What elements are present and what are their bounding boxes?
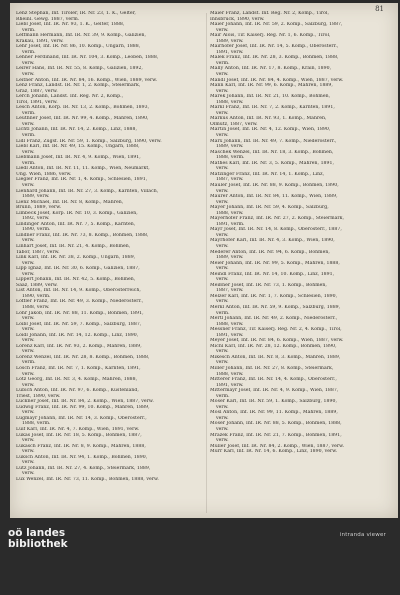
library-logo[interactable] [8,528,98,558]
register-line: Meyer Josef, Inf. IR. Nr. 84, 6. Komp., Wien, 1887, verw. [210,338,344,344]
register-line: Miller Johann, Inf. IR. Nr. 27, 8. Komp., Steiermark, [210,366,334,371]
register-line: verw. [216,232,229,238]
register-line: Liebl Josef, Inf. IR. Nr. 93, 1. K., Gelter, 1888, [16,22,125,28]
register-line: Lenz Stephan, Inf. Tiroler, IR. Nr. 23, 1. K., Gelter, [16,11,136,16]
register-line: Mitterer Franz, Inf. IR. Nr. 14, 4. Komp., Oberösterr., [210,377,337,383]
register-line: Mittermayr Josef, Inf. IR. Nr. 4, 9. Komp., Wien, 1887, [210,388,339,394]
logo-text-2: bibliothek [8,538,68,550]
register-line: Lipp Ignaz, Inf. IR. Nr. 30, 6. Komp., Galizien, 1887, [16,266,140,272]
register-line: verw. [216,299,229,305]
register-line: Michl Karl, Inf. IR. Nr. 28, 12. Komp., Böhmen, 1890, [210,343,337,349]
register-line: Lehr Josef, Inf. IR. Nr. 86, 10. Komp., Ungarn, 1888, [16,44,141,50]
register-line: Lotz Georg, Inf. IR. Nr. 3, 4. Komp., Mähren, 1888, [16,377,138,383]
register-line: Limbeck Josef, Korp. IR. Nr. 10, 3. Komp., Galizien, [16,210,138,216]
register-line: Lohr Jakob, Inf. IR. Nr. 88, 11. Komp., Böhmen, 1891, [16,310,144,316]
register-line: Innsbruck, 1890, verw. [210,16,265,22]
register-line: Triest, 1890, verw. [16,393,61,399]
column-divider [206,13,207,513]
register-line: Merkl Anton, Inf. IR. Nr. 59, 9. Komp., Salzburg, 1889, [210,304,341,310]
register-line: verw. [22,371,35,377]
register-line: 1887, verw. [216,177,244,183]
register-line: Löffler Franz, Inf. IR. Nr. 49, 3. Komp., Niederösterr., [16,299,144,305]
register-line: Leuthner Josef, Inf. IR. Nr. 99, 4. Komp., Mähren, 1890, [16,116,149,122]
register-line: Mrazek Franz, Inf. IR. Nr. 21, 7. Komp., Böhmen, 1891, [210,432,342,438]
register-line: Lux Wenzel, Inf. IR. Nr. 73, 11. Komp., Böhmen, 1888, verw. [16,476,159,482]
page-number: 81 [375,5,384,13]
register-line: verw. [22,410,35,416]
register-line: verw. [22,382,35,388]
register-line: 1891, verw. [216,382,244,388]
right-column [210,11,390,516]
register-line: Moser Johann, Inf. IR. Nr. 88, 5. Komp., Böhmen, 1888, [210,421,342,427]
register-line: Mandl Josef, Inf. IR. Nr. 84, 4. Komp., Wien, 1887, verw. [210,77,344,83]
register-line: Lukas Josef, Inf. IR. Nr. 18, 5. Komp., Böhmen, 1887, [16,432,142,438]
register-line: verm. [22,360,36,366]
register-line: 1888, verw. [216,210,244,216]
register-line: verw. [22,72,35,78]
register-line: verw. [216,110,229,116]
register-line: verw. [22,327,35,333]
register-line: verw. [22,338,35,344]
register-line: Lippert Johann, Inf. IR. Nr. 42, 5. Komp., Böhmen, [16,277,136,283]
register-line: Mederer Anton, Inf. IR. Nr. 94, 6. Komp., Böhmen, [210,249,330,255]
register-line: verw. [22,182,35,188]
register-line: Loibl Josef, Inf. IR. Nr. 59, 7. Komp., Salzburg, 1887, [16,321,142,327]
register-line: Maurer Anton, Inf. IR. Nr. 84, 11. Komp., Wien, 1889, [210,194,338,200]
register-line: 1887, verw. [216,288,244,294]
register-line: Markl Franz, Inf. IR. Nr. 7, 2. Komp., Kärnten, 1891, [210,105,335,111]
logo-line-2 [8,539,98,550]
register-line: Olmütz, 1887, verw. [210,121,258,127]
register-line: Luckner Josef, Inf. IR. Nr. 84, 2. Komp., Wien, 1887, verw. [16,399,154,405]
register-line: verw. [216,188,229,194]
register-line: Ung. Wien, 1886, verw. [16,171,72,177]
register-line: Meindl Franz, Inf. IR. Nr. 14, 10. Komp., Linz, 1891, [210,271,335,277]
register-line: Tabor, 1887, verw. [16,249,60,255]
register-line: Liebmann Josef, Inf. IR. Nr. 4, 9. Komp., Wien, 1891, [16,155,141,161]
register-line: Link Karl, Inf. IR. Nr. 38, 2. Komp., Ungarn, 1889, [16,255,136,261]
register-line: Mertl Johann, Inf. IR. Nr. 49, 2. Komp., Niederösterr., [210,316,338,322]
register-line: verw. [22,349,35,355]
register-line: Meißner Josef, Inf. IR. Nr. 73, 1. Komp., Böhmen, [210,282,327,288]
register-line: verw. [216,88,229,94]
register-line: 1889, verw. [216,38,244,44]
register-line: Luif Karl, Inf. IR. Nr. 4, 7. Komp., Wien, 1891, verw. [16,427,140,433]
register-line: verw. [22,460,35,466]
register-line: Marx Johann, Inf. IR. Nr. 49, 7. Komp., Niederösterr., [210,138,337,144]
register-line: Mair Alois, Tir. Kaiserj. Reg. Nr. 1, 6. Komp., Tirol, [210,33,331,39]
logo-text-1: oö landes [8,527,66,539]
register-line: 1890, verm. [22,227,51,233]
register-line: Lindner Franz, Inf. IR. Nr. 73, 8. Komp., Böhmen, 1888, [16,232,149,238]
register-line: Lubich Anton, Inf. IR. Nr. 97, 6. Komp., Küstenland, [16,388,139,394]
register-line: verw. [216,427,229,433]
register-line: Leitner Anton, Inf. IR. Nr. 84, 16. Komp., Wien, 1889, verw. [16,77,158,83]
register-line: Lidl Franz, Zugsf. IR. Nr. 59, 1. Komp., Salzburg, 1890, verw. [16,138,162,144]
register-line: verm. [22,110,36,116]
register-line: 1888, verw. [216,371,244,377]
register-line: Markus Anton, Inf. IR. Nr. 93, 1. Komp., Mähren, [210,116,327,122]
register-line: verw. [216,266,229,272]
register-line: 1891, verm. [216,221,245,227]
register-line: Mauler Josef, Inf. IR. Nr. 88, 9. Komp., Böhmen, 1890, [210,182,339,188]
register-line: Brünn, 1889, verw. [16,205,62,211]
register-line: verw. [22,121,35,127]
register-line: verw. [216,349,229,355]
viewer-footer [0,520,400,595]
register-line: Meier Johann, Inf. IR. Nr. 99, 5. Komp., Mähren, 1888, [210,260,340,266]
register-line: Melzer Karl, Inf. IR. Nr. 1, 7. Komp., Schlesien, 1890, [210,293,338,299]
register-line: verw. [216,133,229,139]
register-line: 1890, verm. [22,293,51,299]
register-line: verw. [216,277,229,283]
register-line: Mayrhofer Karl, Inf. IR. Nr. 4, 3. Komp., Wien, 1890, [210,238,335,244]
register-line: verm. [216,310,230,316]
register-line: Malek Franz, Inf. IR. Nr. 28, 3. Komp., Böhmen, 1888, [210,55,339,61]
register-line: Lenz Franz, Landst. IR. Nr. 1, 2. Komp., Steiermark, [16,83,141,89]
register-line: verm. [22,49,36,55]
register-line: verw. [216,438,229,444]
register-line: verw. [216,166,229,172]
register-line: Luksch Anton, Inf. IR. Nr. 94, 1. Komp., Böhmen, 1890, [16,454,148,460]
register-line: 1888, verw. [216,99,244,105]
register-line: verm. [22,160,36,166]
register-line: Lutz Johann, Inf. IR. Nr. 27, 4. Komp., Steiermark, 1889, [16,465,151,471]
register-line: verw. [216,360,229,366]
register-line: Lesch Anton, Korp. IR. Nr. 13, 2. Komp., Böhmen, 1893, [16,105,150,111]
register-line: verw. [216,27,229,33]
register-line: Graz, 1887, verw. [16,88,58,94]
register-line: Mikesch Anton, Inf. IR. Nr. 8, 3. Komp., Mähren, 1889, [210,354,341,360]
register-line: Martin Josef, Inf. IR. Nr. 4, 12. Komp., Wien, 1890, [210,127,331,133]
register-line: 1888, verw. [216,321,244,327]
register-line: Krakau, 1891, verw. [16,38,64,44]
register-line: Mann Karl, Inf. IR. Nr. 99, 6. Komp., Mähren, 1889, [210,83,333,89]
register-line: Mayer Johann, Inf. IR. Nr. 59, 4. Komp., Salzburg, [210,205,329,211]
register-line: Matzinger Franz, Inf. IR. Nr. 14, 1. Komp., Linz, [210,171,325,177]
register-line: verm. [216,393,230,399]
register-line: verw. [216,199,229,205]
register-line: Mayr Josef, Inf. IR. Nr. 14, 8. Komp., Oberösterr., 1887, [210,227,342,233]
register-line: Müller Josef, Inf. IR. Nr. 84, 2. Komp., Wien, 1887, verw. [210,443,345,449]
register-line: Mösl Anton, Inf. IR. Nr. 99, 11. Komp., Mähren, 1889, [210,410,338,416]
register-line: 1892, verw. [22,216,50,222]
register-line: Lehner Ferdinand, Inf. IR. Nr. 104, 3. Komp., Leoben, 1888, [16,55,159,61]
register-line: List Anton, Inf. IR. Nr. 14, 9. Komp., Oberösterreich, [16,288,141,294]
register-line: 1891, verw. [216,332,244,338]
register-line: verw. [22,149,35,155]
register-line: Lorenz Wenzel, Inf. IR. Nr. 28, 8. Komp., Böhmen, 1888, [16,354,150,360]
register-line: verm. [22,133,36,139]
register-line: Maier Franz, Landst. Inf. Reg. Nr. 2, Komp., Tirol, [210,11,329,16]
register-line: Mathes Karl, Inf. IR. Nr. 3, 5. Komp., Mähren, 1891, [210,160,334,166]
register-line: Lienz Michael, Inf. IR. Nr. 8, Komp., Mähren, [16,199,124,205]
register-line: verw. [22,471,35,477]
register-line: Rheinl. Gewg. 1887, verm. [16,16,80,22]
register-line: Mayerhofer Franz, Inf. IR. Nr. 27, 2. Komp., Steiermark, [210,216,345,222]
register-line: 1888, verm. [216,155,245,161]
register-line: Linhart Josef, Inf. IR. Nr. 21, 4. Komp., Böhmen, [16,243,131,249]
register-line: Mairhofer Josef, Inf. IR. Nr. 14, 5. Komp., Oberösterr., [210,44,339,50]
scanned-page [10,3,398,518]
register-line: Maschek Wenzel, Inf. IR. Nr. 18, 3. Komp., Böhmen, [210,149,334,155]
register-line: verw. [216,404,229,410]
register-line: verw. [216,415,229,421]
register-line: verw. [216,72,229,78]
register-line: Lugmayr Johann, Inf. IR. Nr. 14, 3. Komp., Oberösterr., [16,415,147,421]
register-line: Lösch Franz, Inf. IR. Nr. 7, 1. Komp., Kärnten, 1891, [16,366,141,371]
register-line: Leffmann Hermann, Inf. IR. Nr. 39, 9. Komp., Galizien, [16,33,146,39]
register-line: 1889, verw. [22,194,50,200]
register-line: verm. [22,27,36,33]
register-line: Liedl Anton, Inf. IR. Nr. 11, 11. Komp., Wien, Neumarkt, [16,166,150,172]
register-line: 1891, verw. [216,49,244,55]
viewer-label: intranda viewer [339,532,386,538]
register-line: Liegler Franz, Inf. IR. Nr. 1, 4. Komp., Schlesien, 1891, [16,177,148,183]
register-line: verm. [216,60,230,66]
register-line: verw. [22,316,35,322]
left-column [16,11,196,516]
register-line: 1888, verw. [22,304,50,310]
register-line: Liebl Karl, Inf. IR. Nr. 49, 15. Komp., Ungarn, 1888, [16,144,140,150]
register-line: Lindinger Anton, Inf. IR. Nr. 7, 5. Komp., Kärnten, [16,221,136,227]
register-line: verw. [22,449,35,455]
register-line: Messner Franz, Tir. Kaiserj. Reg. Nr. 2, 4. Komp., Tirol, [210,327,342,333]
register-line: verw. [22,271,35,277]
register-line: 1888, verm. [22,421,51,427]
register-line: 1889, verw. [216,144,244,150]
register-line: Lienhard Johann, Inf. IR. Nr. 27, 3. Komp., Kärnten, Villach, [16,188,159,194]
register-line: Maier Johann, Inf. IR. Nr. 59, 2. Komp., Salzburg, 1887, [210,22,343,28]
register-line: Tirol, 1891, verw. [16,99,58,105]
register-line: Ludwig Franz, Inf. IR. Nr. 99, 10. Komp., Mähren, 1889, [16,404,150,410]
register-line: verw. [22,260,35,266]
register-line: Marek Johann, Inf. IR. Nr. 21, 10. Komp., Böhmen, [210,94,331,100]
register-line: Leirer Hans, Inf. IR. Nr. 55, 8. Komp., Galizien, 1892, [16,66,143,72]
register-line: verw. [216,243,229,249]
register-line: verw. [22,438,35,444]
register-line: Lerch Johann, Landst. Inf. Reg. Nr. 2, Komp., [16,94,124,100]
register-line: Mally Anton, Inf. IR. Nr. 17, 8. Komp., Krain, 1890, [210,66,332,72]
register-line: Loidl Johann, Inf. IR. Nr. 14, 12. Komp., Linz, 1890, [16,332,139,338]
register-line: verw. [22,238,35,244]
register-line: verw. [22,60,35,66]
register-line: Murr Karl, Inf. IR. Nr. 14, 6. Komp., Linz, 1890, verw. [210,449,338,455]
register-line: Moser Karl, Inf. IR. Nr. 59, 1. Komp., Salzburg, 1890, [210,399,337,405]
register-line: 1889, verw. [216,255,244,261]
register-line: Lorenz Karl, Inf. IR. Nr. 93, 2. Komp., Mähren, 1889, [16,343,142,349]
register-line: Saaz, 1889, verw. [16,282,58,288]
register-line: Lukasch Franz, Inf. IR. Nr. 8, 9. Komp., Mähren, 1888, [16,443,146,449]
register-line: Lichtl Johann, Inf. IR. Nr. 14, 2. Komp., Linz, 1888, [16,127,138,133]
